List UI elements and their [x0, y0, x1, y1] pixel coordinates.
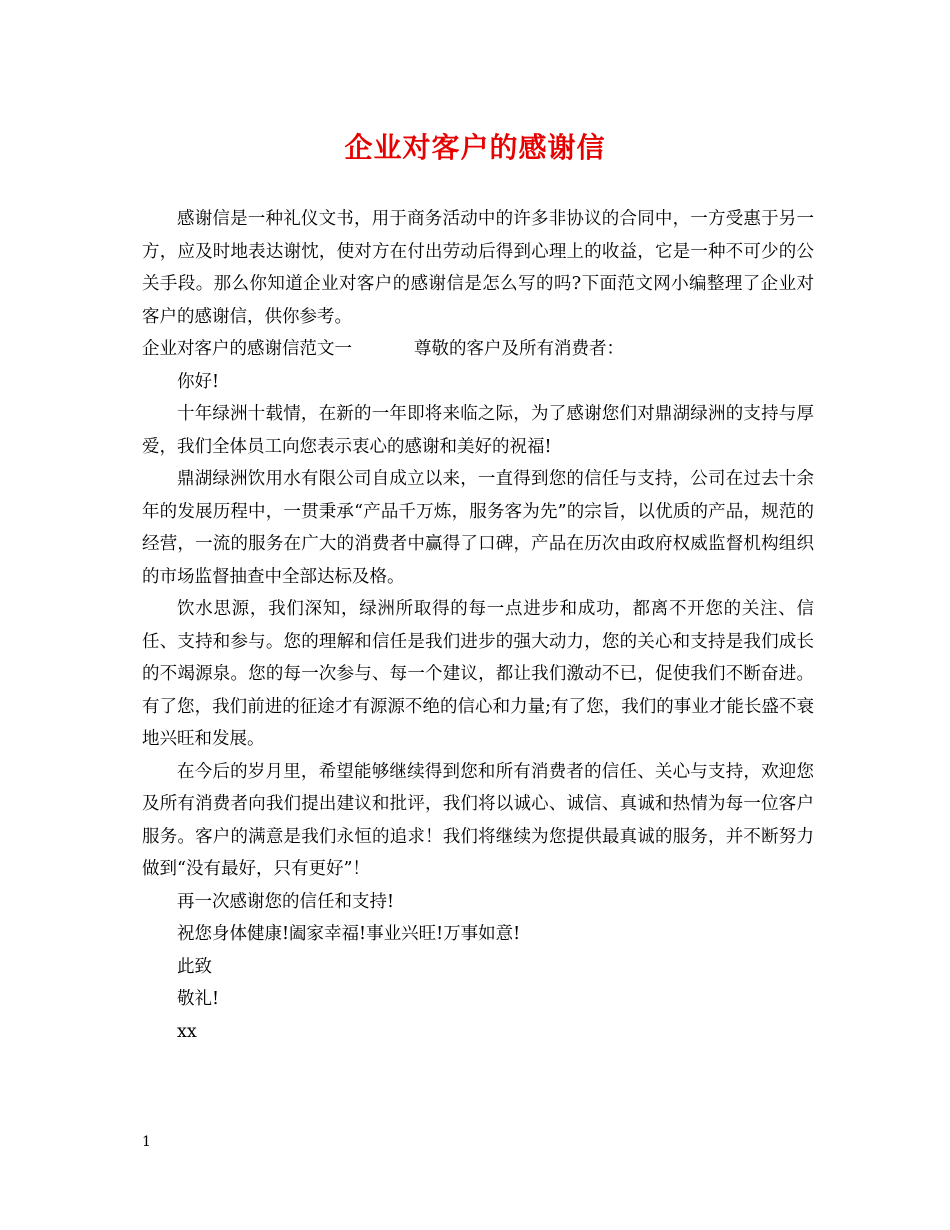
paragraph: 在今后的岁月里，希望能够继续得到您和所有消费者的信任、关心与支持，欢迎您及所有消费者向我们提出建议和批评，我们将以诚心、诚信、真诚和热情为每一位客户服务。客户的满意是我们永恒的追求！我们将继续为您提供最真诚的服务，并不断努力做到“没有最好，只有更好”！	[142, 761, 814, 879]
paragraph: 祝您身体健康!阖家幸福!事业兴旺!万事如意!	[177, 924, 521, 944]
paragraph: 十年绿洲十载情，在新的一年即将来临之际，为了感谢您们对鼎湖绿洲的支持与厚爱，我们全体员工向您表示衷心的感谢和美好的祝福!	[142, 404, 814, 457]
closing-line: 敬礼!	[177, 989, 220, 1009]
intro-paragraph: 感谢信是一种礼仪文书，用于商务活动中的许多非协议的合同中，一方受惠于另一方，应及时地表达谢忱，使对方在付出劳动后得到心理上的收益，它是一种不可少的公关手段。那么你知道企业对客户的感谢信是怎么写的吗?下面范文网小编整理了企业对客户的感谢信，供你参考。	[142, 209, 814, 327]
page-number: 1	[142, 1134, 151, 1150]
letter-body	[142, 203, 814, 1048]
signature: xx	[177, 1021, 197, 1042]
page-title: 企业对客户的感谢信	[344, 131, 606, 164]
closing-line: 此致	[177, 956, 212, 977]
paragraph: 饮水思源，我们深知，绿洲所取得的每一点进步和成功，都离不开您的关注、信任、支持和参与。您的理解和信任是我们进步的强大动力，您的关心和支持是我们成长的不竭源泉。您的每一次参与、每一个建议，都让我们激动不已，促使我们不断奋进。有了您，我们前进的征途才有源源不绝的信心和力量;有了您，我们的事业才能长盛不衰地兴旺和发展。	[142, 599, 814, 749]
sample-heading-line	[142, 333, 814, 366]
salutation: 尊敬的客户及所有消费者：	[414, 339, 624, 359]
paragraph: 鼎湖绿洲饮用水有限公司自成立以来，一直得到您的信任与支持，公司在过去十余年的发展历程中，一贯秉承“产品千万炼，服务客为先”的宗旨，以优质的产品，规范的经营，一流的服务在广大的消费者中赢得了口碑，产品在历次由政府权威监督机构组织的市场监督抽查中全部达标及格。	[142, 469, 814, 587]
paragraph: 再一次感谢您的信任和支持!	[177, 891, 395, 912]
sample-heading: 企业对客户的感谢信范文一	[142, 339, 352, 359]
greeting: 你好!	[177, 371, 220, 392]
